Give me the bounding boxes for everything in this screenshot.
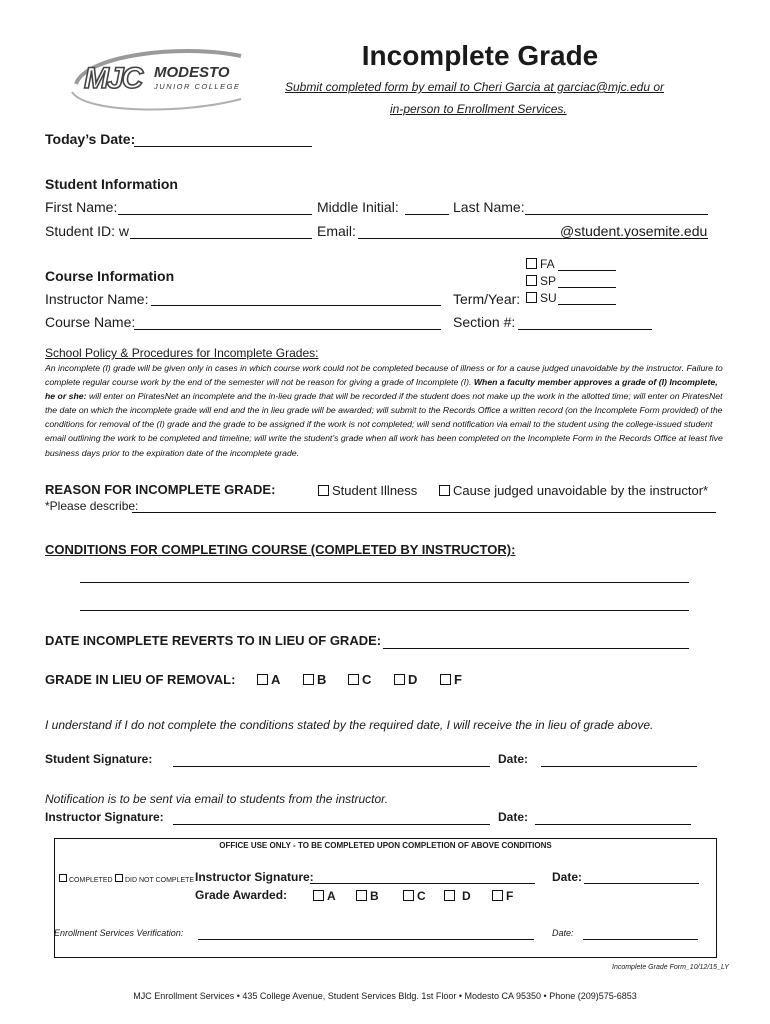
office-verification-date-field[interactable]: [583, 939, 698, 940]
student-info-heading: Student Information: [45, 176, 178, 192]
office-grade-b-checkbox[interactable]: [356, 890, 367, 901]
last-name-field[interactable]: [525, 214, 708, 215]
footer-address: MJC Enrollment Services • 435 College Avenue, Student Services Bldg. 1st Floor • Modesto CA 95350 • Phone (209)575-6853: [133, 991, 637, 1001]
term-su-checkbox[interactable]: [526, 292, 537, 303]
grade-lieu-a-checkbox[interactable]: [257, 674, 268, 685]
office-grade-awarded-label: Grade Awarded:: [195, 888, 288, 902]
policy-text-part2: will enter on PiratesNet an incomplete and the in-lieu grade that will be recorded if the student does not make up the work in the allotted time; will enter on PiratesNet the date on which the incomplete grade will end and the in lieu grade will be awarded; will submit to the Records Office a written record (on the Incomplete Form provided) of the conditions for removal of the (I) grade and the grade to be assigned if the work is not completed; will send notification via email to the student using the college-issued student email outlining the work to be completed and timeline; will write the student’s grade when all work has been completed on the Incomplete Form in the Records Office at least five business days prior to the expiration date of the incomplete grade.: [45, 391, 723, 458]
office-not-completed-label: DID NOT COMPLETE: [125, 877, 195, 884]
office-grade-c[interactable]: [403, 889, 426, 903]
instruction-line-2: in-person to Enrollment Services.: [390, 102, 567, 116]
office-heading: OFFICE USE ONLY - TO BE COMPLETED UPON COMPLETION OF ABOVE CONDITIONS: [219, 841, 552, 850]
office-date-field[interactable]: [584, 883, 699, 884]
course-name-field[interactable]: [134, 329, 441, 330]
grade-lieu-c[interactable]: [348, 672, 371, 687]
unavoidable-checkbox[interactable]: [439, 485, 450, 496]
office-completed[interactable]: [59, 874, 113, 884]
office-use-box: [54, 838, 717, 958]
student-id-field[interactable]: [130, 238, 312, 239]
email-domain: @student.yosemite.edu: [560, 223, 708, 239]
grade-lieu-f-checkbox[interactable]: [440, 674, 451, 685]
illness-label: Student Illness: [332, 483, 418, 498]
policy-heading-text: School Policy & Procedures for Incomplete Grades:: [45, 346, 319, 360]
term-fa-label: FA: [540, 257, 555, 271]
conditions-heading: CONDITIONS FOR COMPLETING COURSE (COMPLETED BY INSTRUCTOR):: [45, 542, 516, 557]
logo-subtitle: JUNIOR COLLEGE: [154, 82, 241, 91]
student-date-label: Date:: [498, 752, 529, 766]
understand-statement: I understand if I do not complete the conditions stated by the required date, I will receive the in lieu of grade above.: [45, 718, 654, 732]
term-su-year-field[interactable]: [558, 304, 616, 305]
grade-lieu-d-checkbox[interactable]: [394, 674, 405, 685]
describe-field[interactable]: [132, 512, 716, 513]
middle-initial-label: Middle Initial:: [317, 199, 399, 215]
reason-option-unavoidable[interactable]: [439, 483, 708, 498]
instructor-signature-label: Instructor Signature:: [45, 810, 164, 824]
grade-lieu-a[interactable]: [257, 672, 280, 687]
office-date-label: Date:: [552, 870, 583, 884]
notification-text: Notification is to be sent via email to students from the instructor.: [45, 792, 389, 806]
reverts-date-field[interactable]: [383, 648, 689, 649]
last-name-label: Last Name:: [453, 199, 525, 215]
term-sp[interactable]: [526, 274, 556, 288]
term-su-label: SU: [540, 291, 557, 305]
instruction-line-1: Submit completed form by email to Cheri Garcia at garciac@mjc.edu or: [285, 80, 664, 94]
describe-label: *Please describe:: [45, 499, 139, 513]
reverts-date-label: DATE INCOMPLETE REVERTS TO IN LIEU OF GRADE:: [45, 633, 382, 648]
reason-heading: REASON FOR INCOMPLETE GRADE:: [45, 482, 276, 497]
grade-lieu-c-label: C: [362, 672, 372, 687]
office-grade-f[interactable]: [492, 889, 513, 903]
office-completed-checkbox[interactable]: [59, 874, 67, 882]
grade-lieu-a-label: A: [271, 672, 281, 687]
term-year-label: Term/Year:: [453, 291, 521, 307]
instructor-signature-field[interactable]: [173, 824, 490, 825]
student-signature-field[interactable]: [173, 766, 490, 767]
office-grade-d-checkbox[interactable]: [444, 890, 455, 901]
grade-lieu-label: GRADE IN LIEU OF REMOVAL:: [45, 672, 236, 687]
term-su[interactable]: [526, 291, 557, 305]
grade-lieu-d-label: D: [408, 672, 418, 687]
office-grade-d[interactable]: [444, 889, 471, 903]
reason-option-illness[interactable]: [318, 483, 417, 498]
section-field[interactable]: [518, 329, 652, 330]
office-verification-field[interactable]: [198, 939, 534, 940]
grade-lieu-c-checkbox[interactable]: [348, 674, 359, 685]
form-id: Incomplete Grade Form_10/12/15_LY: [612, 964, 729, 971]
term-fa-checkbox[interactable]: [526, 258, 537, 269]
office-completed-label: COMPLETED: [69, 877, 113, 884]
section-label: Section #:: [453, 314, 516, 330]
office-grade-b[interactable]: [356, 889, 379, 903]
policy-text-bold: When a faculty member approves a grade of (I) Incomplete, he or she:: [45, 377, 718, 402]
instructor-name-label: Instructor Name:: [45, 291, 149, 307]
office-grade-f-checkbox[interactable]: [492, 890, 503, 901]
office-grade-a-checkbox[interactable]: [313, 890, 324, 901]
grade-lieu-f[interactable]: [440, 672, 462, 687]
first-name-field[interactable]: [118, 214, 312, 215]
illness-checkbox[interactable]: [318, 485, 329, 496]
office-instructor-signature-label: Instructor Signature:: [195, 870, 314, 884]
grade-lieu-f-label: F: [454, 672, 462, 687]
office-grade-a[interactable]: [313, 889, 336, 903]
page-title: Incomplete Grade: [361, 40, 599, 71]
term-sp-checkbox[interactable]: [526, 275, 537, 286]
policy-text-part1: An incomplete (I) grade will be given only in cases in which course work could not be completed because of illness or for a cause judged unavoidable by the instructor. Failure to complete regular course work by the end of the semester will not be reason for giving a grade of Incomplete (I).: [45, 363, 723, 388]
office-grade-d-label: D: [462, 889, 471, 903]
office-not-completed-checkbox[interactable]: [115, 874, 123, 882]
policy-text: [45, 361, 730, 460]
conditions-line-2[interactable]: [80, 610, 689, 611]
unavoidable-label: Cause judged unavoidable by the instructor*: [453, 483, 709, 498]
grade-lieu-b-checkbox[interactable]: [303, 674, 314, 685]
instructor-name-field[interactable]: [151, 305, 441, 306]
conditions-line-1[interactable]: [80, 582, 689, 583]
instructor-date-field[interactable]: [535, 824, 691, 825]
office-grade-a-label: A: [327, 889, 336, 903]
student-date-field[interactable]: [541, 766, 697, 767]
grade-lieu-b-label: B: [317, 672, 327, 687]
logo-name: MODESTO: [154, 64, 230, 81]
office-grade-c-checkbox[interactable]: [403, 890, 414, 901]
office-grade-c-label: C: [417, 889, 426, 903]
email-label: Email:: [317, 223, 356, 239]
first-name-label: First Name:: [45, 199, 118, 215]
middle-initial-field[interactable]: [405, 214, 449, 215]
course-name-label: Course Name:: [45, 314, 136, 330]
office-grade-f-label: F: [506, 889, 514, 903]
office-verification-date-label: Date:: [552, 928, 574, 938]
term-fa[interactable]: [526, 257, 555, 271]
instructor-date-label: Date:: [498, 810, 529, 824]
grade-lieu-b[interactable]: [303, 672, 326, 687]
student-signature-label: Student Signature:: [45, 752, 153, 766]
course-info-heading: Course Information: [45, 268, 175, 284]
todays-date-label: Today’s Date:: [45, 131, 136, 147]
todays-date-field[interactable]: [134, 146, 312, 147]
term-sp-label: SP: [540, 274, 557, 288]
office-instructor-signature-field[interactable]: [310, 883, 535, 884]
office-verification-label: Enrollment Services Verification:: [54, 928, 184, 938]
logo-initials: MJC: [84, 62, 142, 95]
office-not-completed[interactable]: [115, 874, 194, 884]
term-sp-year-field[interactable]: [558, 287, 616, 288]
grade-lieu-d[interactable]: [394, 672, 417, 687]
office-grade-b-label: B: [370, 889, 379, 903]
policy-heading: [45, 346, 318, 360]
student-id-label: Student ID: w: [45, 223, 130, 239]
term-fa-year-field[interactable]: [558, 270, 616, 271]
